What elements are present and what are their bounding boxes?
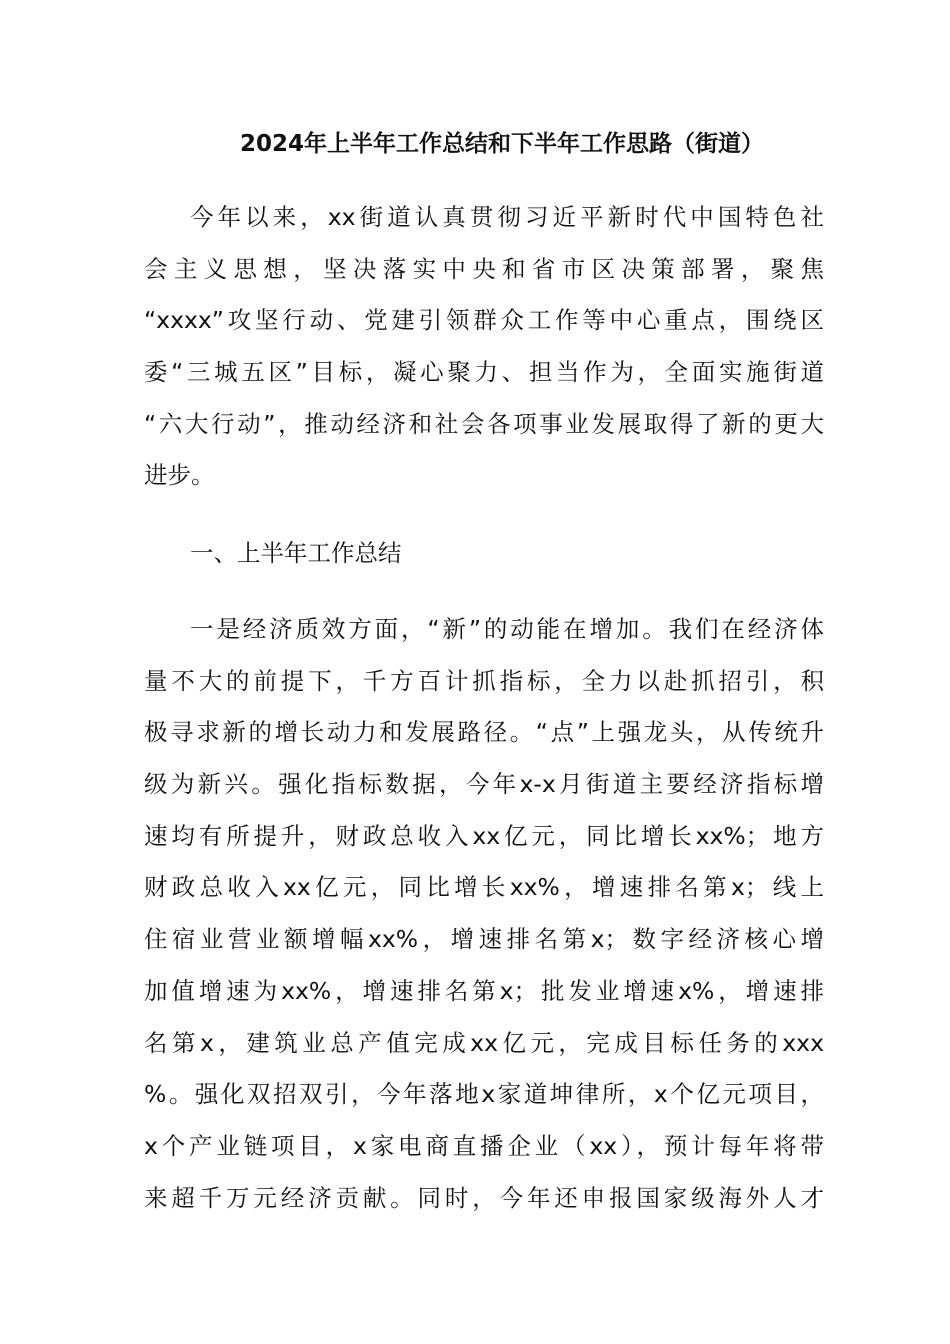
intro-line: “xxxx”攻坚行动、党建引领群众工作等中心重点，围绕区 [144,306,824,335]
economy-line: 一是经济质效方面，“新”的动能在增加。我们在经济体 [190,615,824,643]
economy-line: %。强化双招双引，今年落地x家道坤律所，x个亿元项目， [144,1080,824,1109]
intro-line: 进步。 [144,461,215,490]
economy-line: 名第x，建筑业总产值完成xx亿元，完成目标任务的xxx [144,1028,824,1057]
economy-paragraph [144,604,824,1224]
document-title: 2024年上半年工作总结和下半年工作思路（街道） [239,131,764,157]
economy-line: 量不大的前提下，千方百计抓指标，全力以赴抓招引，积 [144,666,824,695]
intro-line: “六大行动”，推动经济和社会各项事业发展取得了新的更大 [144,409,824,438]
economy-line: 极寻求新的增长动力和发展路径。“点”上强龙头，从传统升 [144,718,824,747]
intro-line: 今年以来，xx街道认真贯彻习近平新时代中国特色社 [190,203,824,231]
intro-line: 会主义思想，坚决落实中央和省市区决策部署，聚焦 [144,254,824,283]
economy-line: 住宿业营业额增幅xx%，增速排名第x；数字经济核心增 [144,925,824,954]
economy-line: 加值增速为xx%，增速排名第x；批发业增速x%，增速排 [144,976,824,1005]
section-heading: 一、上半年工作总结 [190,539,402,567]
economy-line: 财政总收入xx亿元，同比增长xx%，增速排名第x；线上 [144,873,824,902]
economy-line: 速均有所提升，财政总收入xx亿元，同比增长xx%；地方 [144,821,824,850]
intro-paragraph [144,192,824,502]
economy-line: x个产业链项目，x家电商直播企业（xx），预计每年将带 [144,1131,824,1160]
economy-line: 级为新兴。强化指标数据，今年x-x月街道主要经济指标增 [144,770,824,799]
economy-line: 来超千万元经济贡献。同时，今年还申报国家级海外人才 [144,1183,824,1212]
intro-line: 委“三城五区”目标，凝心聚力、担当作为，全面实施街道 [144,358,824,387]
